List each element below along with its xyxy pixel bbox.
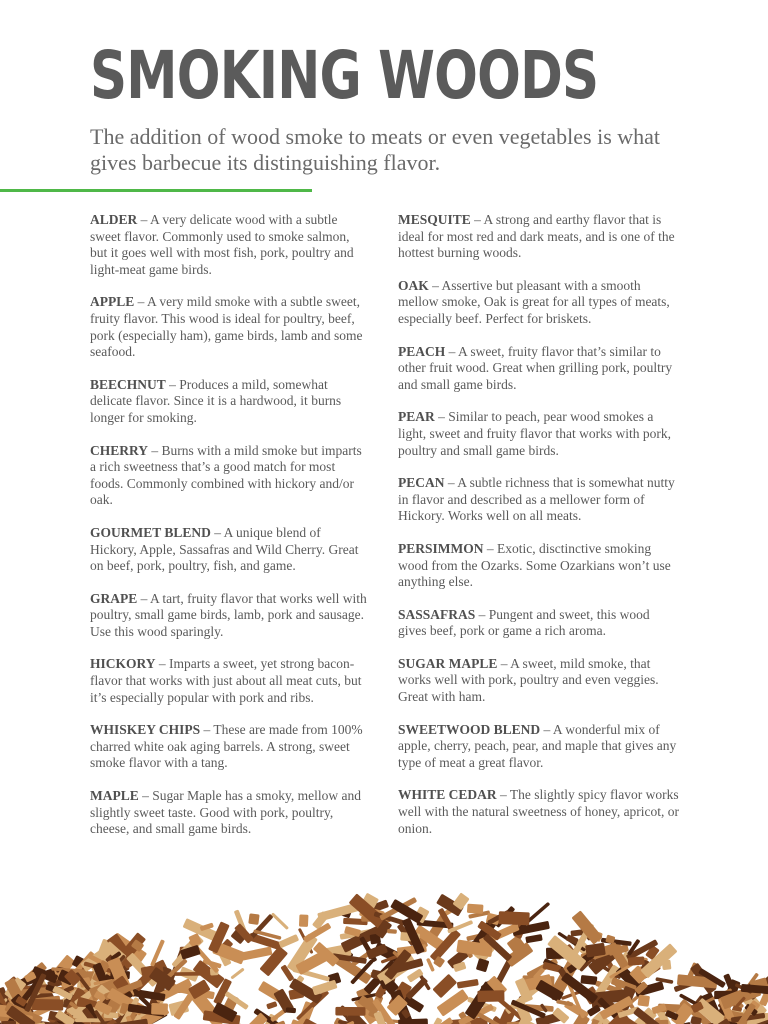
wood-chip [467,904,484,914]
wood-description: – A sweet, mild smoke, that works well with pork, poultry and even veggies. Great with ham. [398,655,659,705]
wood-description: – Burns with a mild smoke but imparts a rich sweetness that’s a good match for most foods. Commonly combined with hickory and/or oak. [90,442,362,508]
page-title: SMOKING WOODS [90,37,599,114]
wood-description: – Pungent and sweet, this wood gives beef, pork or game a rich aroma. [398,606,650,639]
wood-entry [398,541,680,591]
wood-name: CHERRY [90,442,149,458]
wood-entry [398,212,680,262]
wood-chip [580,975,597,985]
wood-name: GRAPE [90,590,138,606]
wood-entry [90,722,370,772]
wood-description: – A unique blend of Hickory, Apple, Sassafras and Wild Cherry. Great on beef, pork, poultry, fish, and game. [90,524,359,574]
wood-entry [90,212,370,278]
wood-name: WHITE CEDAR [398,787,497,803]
wood-list-left [90,212,370,854]
wood-chip [174,972,202,976]
wood-chip [628,956,645,966]
wood-chip [387,929,397,934]
wood-name: ALDER [90,212,138,227]
wood-name: MESQUITE [398,212,471,227]
wood-chip [32,999,63,1011]
wood-list-right [398,212,680,853]
wood-name: HICKORY [90,656,156,672]
wood-name: PERSIMMON [398,540,484,556]
wood-chips-illustration [0,862,768,1024]
wood-name: PEACH [398,343,446,359]
accent-divider [0,189,312,192]
wood-entry [90,525,370,575]
wood-chip [498,911,529,925]
wood-entry [90,656,370,706]
wood-name: WHISKEY CHIPS [90,722,201,738]
wood-entry [398,607,680,640]
wood-description: – Assertive but pleasant with a smooth mellow smoke, Oak is great for all types of meats, especially beef. Perfect for briskets. [398,277,670,326]
wood-entry [398,656,680,706]
wood-entry [398,409,680,459]
wood-name: GOURMET BLEND [90,524,211,540]
wood-name: PEAR [398,409,435,425]
wood-name: SWEETWOOD BLEND [398,721,541,737]
wood-description: – A subtle richness that is somewhat nutty in flavor and described as a mellower form of Hickory. Works well on all meats. [398,475,675,524]
wood-chip [230,968,244,980]
wood-entry [398,278,680,328]
wood-entry [90,443,370,509]
wood-name: SASSAFRAS [398,606,476,622]
wood-chip [75,1018,102,1022]
wood-chip [476,958,490,972]
wood-entry [398,722,680,772]
wood-name: APPLE [90,294,135,310]
wood-entry [90,788,370,838]
wood-description: – Imparts a sweet, yet strong bacon-flavor that works with just about all meat cuts, but it’s especially popular with pork and ribs. [90,656,362,705]
intro-text: The addition of wood smoke to meats or even vegetables is what gives barbecue its distinguishing flavor. [90,124,661,175]
wood-name: PECAN [398,475,445,491]
wood-chip [432,974,457,998]
wood-chip [477,990,504,1002]
wood-chip [278,934,299,948]
wood-entry [90,377,370,427]
wood-description: – A very delicate wood with a subtle sweet flavor. Commonly used to smoke salmon, but it goes well with most fish, pork, poultry and light-meat game birds. [90,212,354,277]
wood-entry [90,294,370,360]
wood-description: – Sugar Maple has a smoky, mellow and slightly sweet taste. Good with pork, poultry, cheese, and small game birds. [90,788,361,837]
wood-description: – Exotic, disctinctive smoking wood from the Ozarks. Some Ozarkians won’t use anything else. [398,540,671,590]
wood-name: OAK [398,277,429,293]
wood-chip [637,995,650,1007]
wood-name: MAPLE [90,788,139,804]
wood-chip [266,1001,277,1009]
wood-chip [271,912,289,930]
wood-description: – A strong and earthy flavor that is ideal for most red and dark meats, and is one of the hottest burning woods. [398,212,675,261]
wood-description: – Produces a mild, somewhat delicate flavor. Since it is a hardwood, it burns longer for smoking. [90,376,342,425]
wood-chip [433,1017,443,1024]
wood-description: – These are made from 100% charred white oak aging barrels. A strong, sweet smoke flavor with a tang. [90,722,363,771]
wood-chip [303,1018,335,1024]
wood-entry [398,475,680,525]
wood-chip [286,1007,296,1013]
wood-chip [335,1007,365,1016]
wood-description: – A wonderful mix of apple, cherry, peach, pear, and maple that gives any type of meat a great flavor. [398,721,677,770]
wood-description: – Similar to peach, pear wood smokes a light, sweet and fruity flavor that works with pork, poultry and small game birds. [398,409,671,458]
wood-description: – A tart, fruity flavor that works well with poultry, small game birds, lamb, pork and sausage. Use this wood sparingly. [90,590,367,639]
wood-description: – A very mild smoke with a subtle sweet, fruity flavor. This wood is ideal for poultry, beef, pork (especially ham), game birds, lamb and some seafood. [90,294,363,360]
wood-entry [398,787,680,837]
wood-description: – A sweet, fruity flavor that’s similar to other fruit wood. Great when grilling pork, poultry and small game birds. [398,343,673,392]
wood-chip [457,979,479,989]
wood-entry [398,344,680,394]
wood-chip [151,1003,168,1015]
wood-description: – The slightly spicy flavor works well with the natural sweetness of honey, apricot, or onion. [398,787,680,836]
wood-name: BEECHNUT [90,376,166,392]
wood-chip [299,914,309,926]
wood-chip [248,913,259,925]
wood-name: SUGAR MAPLE [398,655,498,671]
wood-chip [525,934,542,943]
wood-entry [90,591,370,641]
wood-chips-pile-image [0,862,768,1024]
